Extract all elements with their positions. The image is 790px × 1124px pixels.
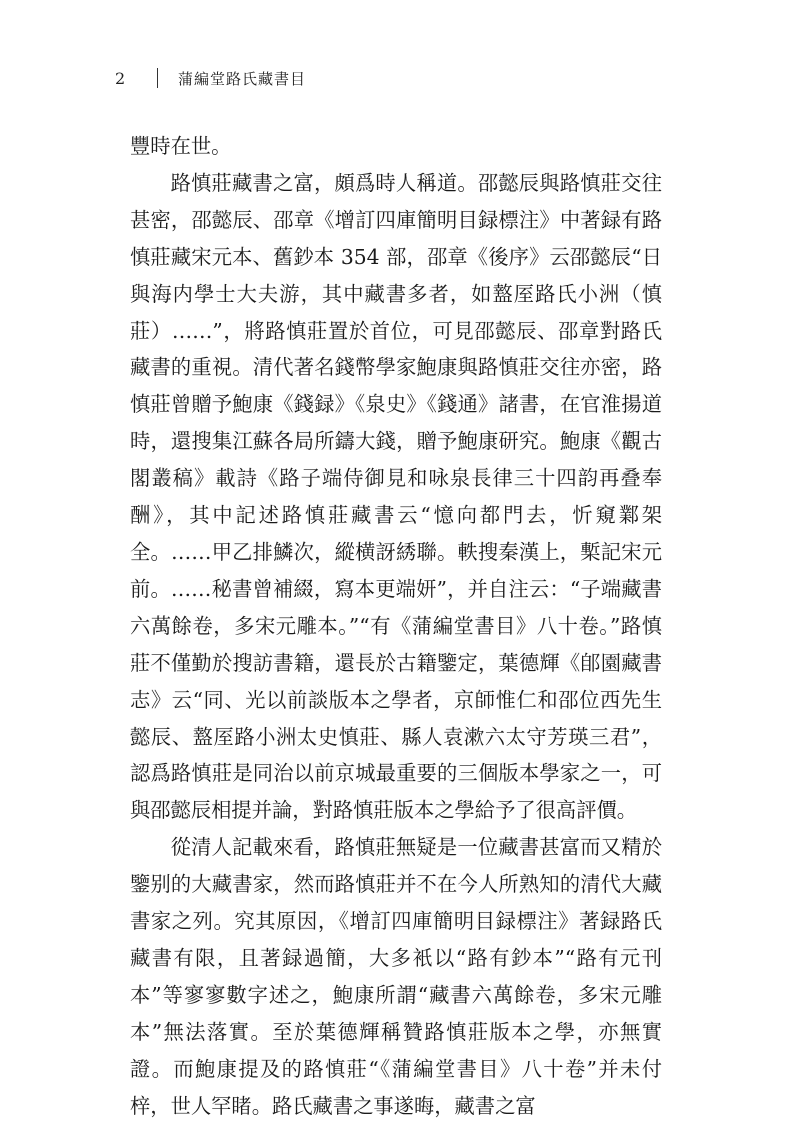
header-divider	[157, 68, 158, 88]
paragraph-collection-wealth: 路慎莊藏書之富，頗爲時人稱道。邵懿辰與路慎莊交往甚密，邵懿辰、邵章《增訂四庫簡明目録標注》中著録有路慎莊藏宋元本、舊鈔本 354 部，邵章《後序》云邵懿辰“日與海内學士大夫游，其中藏書多者，如盩厔路氏小洲（慎莊）……”，將路慎莊置於首位，可見邵懿辰、邵章對路氏藏書的重視。清代著名錢幣學家鮑康與路慎莊交往亦密，路慎莊曾贈予鮑康《錢録》《泉史》《錢通》諸書，在官淮揚道時，還搜集江蘇各局所鑄大錢，贈予鮑康研究。鮑康《觀古閣叢稿》載詩《路子端侍御見和咏泉長律三十四韵再叠奉酬》，其中記述路慎莊藏書云“憶向都門去，忻窺鄴架全。……甲乙排鱗次，縱横訝綉聯。軼搜秦漢上，槧記宋元前。……秘書曾補綴，寫本更端妍”，并自注云：“子端藏書六萬餘卷，多宋元雕本。”“有《蒲編堂書目》八十卷。”路慎莊不僅勤於搜訪書籍，還長於古籍鑒定，葉德輝《郋園藏書志》云“同、光以前談版本之學者，京師惟仁和邵位西先生懿辰、盩厔路小洲太史慎莊、縣人袁漱六太守芳瑛三君”，認爲路慎莊是同治以前京城最重要的三個版本學家之一，可與邵懿辰相提并論，對路慎莊版本之學給予了很高評價。	[130, 170, 662, 823]
body-text	[130, 128, 662, 1124]
paragraph-obscurity: 從清人記載來看，路慎莊無疑是一位藏書甚富而又精於鑒别的大藏書家，然而路慎莊并不在今人所熟知的清代大藏書家之列。究其原因，《增訂四庫簡明目録標注》著録路氏藏書有限，且著録過簡，大多衹以“路有鈔本”“路有元刊本”等寥寥數字述之，鮑康所謂“藏書六萬餘卷，多宋元雕本”無法落實。至於葉德輝稱贊路慎莊版本之學，亦無實證。而鮑康提及的路慎莊“《蒲編堂書目》八十卷”并未付梓，世人罕睹。路氏藏書之事遂晦，藏書之富	[130, 835, 662, 1118]
running-header	[115, 66, 306, 90]
paragraph-continuation: 豐時在世。	[130, 134, 232, 158]
running-title: 蒲編堂路氏藏書目	[178, 69, 307, 88]
page-number: 2	[115, 68, 126, 88]
